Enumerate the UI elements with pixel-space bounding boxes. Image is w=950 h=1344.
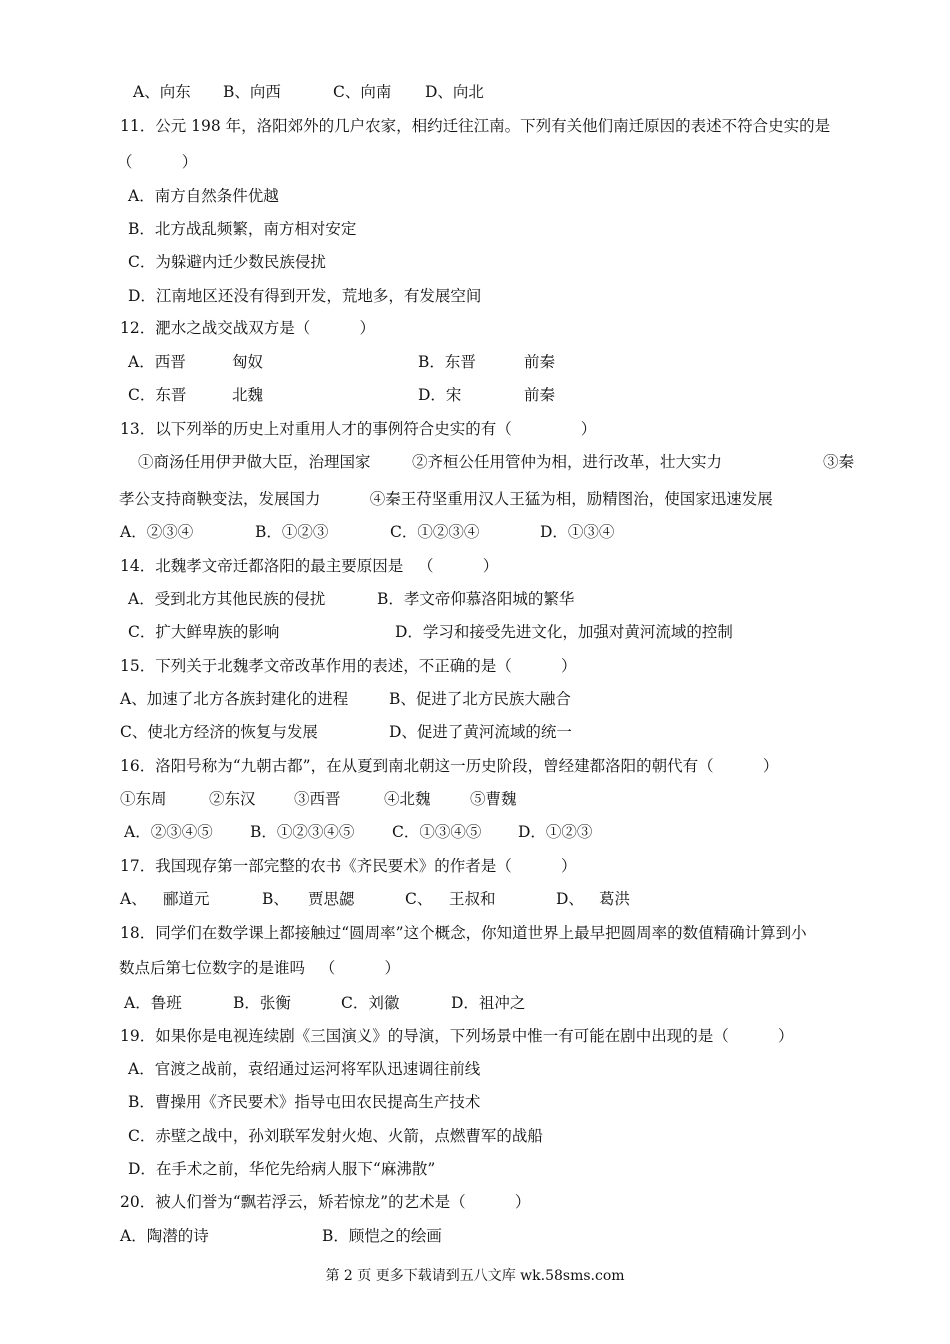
q17-option-a-value: 郦道元 <box>163 890 210 908</box>
q14-option-c: C．扩大鲜卑族的影响 <box>128 623 280 641</box>
q12-options-row-1 <box>0 350 556 374</box>
q16-item-4: ④北魏 <box>384 790 431 808</box>
q12-stem-row <box>0 316 375 340</box>
q16-option-b: B．①②③④⑤ <box>250 823 355 841</box>
q11-option-d: D．江南地区还没有得到开发，荒地多，有发展空间 <box>128 287 482 305</box>
q20-stem: 20．被人们誉为“飘若浮云，矫若惊龙”的艺术是（ ） <box>120 1193 531 1211</box>
q13-items-row-1 <box>0 450 855 474</box>
q15-option-b: B、促进了北方民族大融合 <box>389 690 571 708</box>
q11-blank: （ ） <box>117 153 198 171</box>
q17-option-d-value: 葛洪 <box>599 890 631 908</box>
q16-items-row <box>0 787 517 811</box>
q17-option-a-letter: A、 <box>120 890 147 908</box>
q19-option-a: A．官渡之战前，袁绍通过运河将军队迅速调往前线 <box>128 1060 481 1078</box>
q19-option-c-row <box>0 1124 543 1148</box>
q19-option-b: B．曹操用《齐民要术》指导屯田农民提高生产技术 <box>128 1093 481 1111</box>
q20-option-a: A．陶潜的诗 <box>120 1227 209 1245</box>
q15-options-row-2 <box>0 720 572 744</box>
q19-option-b-row <box>0 1090 481 1114</box>
q15-option-c: C、使北方经济的恢复与发展 <box>120 723 318 741</box>
q11-option-a: A．南方自然条件优越 <box>128 187 279 205</box>
q18-option-b: B．张衡 <box>233 994 291 1012</box>
q13-option-b: B．①②③ <box>255 523 329 541</box>
q11-option-c-row <box>0 250 326 274</box>
q11-option-d-row <box>0 284 482 308</box>
q17-option-d-letter: D、 <box>556 890 584 908</box>
q18-options-row <box>0 991 526 1015</box>
q11-option-c: C．为躲避内迁少数民族侵扰 <box>128 253 326 271</box>
q12-option-d-value: 前秦 <box>524 386 556 404</box>
q12-option-a-letter: A．西晋 <box>128 353 186 371</box>
q12-option-b-letter: B．东晋 <box>418 353 476 371</box>
q12-options-row-2 <box>0 383 556 407</box>
q11-option-b: B．北方战乱频繁，南方相对安定 <box>128 220 357 238</box>
q12-option-c-value: 北魏 <box>232 386 264 404</box>
q15-stem-row <box>0 654 577 678</box>
q16-stem: 16．洛阳号称为“九朝古都”，在从夏到南北朝这一历史阶段，曾经建都洛阳的朝代有（ ） <box>120 757 779 775</box>
q14-option-b: B．孝文帝仰慕洛阳城的繁华 <box>377 590 575 608</box>
page-footer: 第 2 页 更多下载请到五八文库 wk.58sms.com <box>325 1268 625 1284</box>
q10-option-c: C、向南 <box>333 83 392 101</box>
q18-option-d: D．祖冲之 <box>451 994 526 1012</box>
q20-option-b: B．顾恺之的绘画 <box>322 1227 442 1245</box>
q20-options-row <box>0 1224 442 1248</box>
q16-item-2: ②东汉 <box>209 790 256 808</box>
q18-stem: 18．同学们在数学课上都接触过“圆周率”这个概念，你知道世界上最早把圆周率的数值精确计算到小 <box>120 924 807 942</box>
q15-option-a: A、加速了北方各族封建化的进程 <box>120 690 349 708</box>
q17-stem: 17．我国现存第一部完整的农书《齐民要术》的作者是（ ） <box>120 857 577 875</box>
q19-option-a-row <box>0 1057 481 1081</box>
q10-options-row <box>0 80 484 104</box>
q20-stem-row <box>0 1190 531 1214</box>
q16-option-c: C．①③④⑤ <box>392 823 482 841</box>
q12-stem: 12．淝水之战交战双方是（ ） <box>120 319 375 337</box>
q14-option-d: D．学习和接受先进文化，加强对黄河流域的控制 <box>395 623 733 641</box>
q19-option-d-row <box>0 1157 436 1181</box>
q13-stem-row <box>0 417 597 441</box>
q12-option-d-letter: D．宋 <box>418 386 462 404</box>
q13-items-line2: 孝公支持商鞅变法，发展国力 ④秦王苻坚重用汉人王猛为相，励精图治，使国家迅速发展 <box>119 490 773 508</box>
q16-item-1: ①东周 <box>120 790 167 808</box>
q14-stem-row <box>0 554 499 578</box>
q13-options-row <box>0 520 615 544</box>
q18-stem-row-2 <box>0 956 401 980</box>
q10-option-d: D、向北 <box>425 83 484 101</box>
q11-stem-row <box>0 114 831 138</box>
q16-option-d: D．①②③ <box>518 823 593 841</box>
q17-option-b-value: 贾思勰 <box>308 890 355 908</box>
q13-item-3-start: ③秦 <box>823 453 855 471</box>
q16-option-a: A．②③④⑤ <box>124 823 213 841</box>
q19-stem-row <box>0 1024 794 1048</box>
q10-option-a: A、向东 <box>133 83 191 101</box>
q15-stem: 15．下列关于北魏孝文帝改革作用的表述，不正确的是（ ） <box>120 657 577 675</box>
q13-items-row-2 <box>0 487 773 511</box>
q18-stem-2: 数点后第七位数字的是谁吗 （ ） <box>119 959 401 977</box>
q11-stem: 11．公元 198 年，洛阳郊外的几户农家，相约迁往江南。下列有关他们南迁原因的表述不符合史实的是 <box>120 117 831 135</box>
q17-option-c-letter: C、 <box>405 890 433 908</box>
q13-option-d: D．①③④ <box>540 523 615 541</box>
q17-stem-row <box>0 854 577 878</box>
q16-options-row <box>0 820 593 844</box>
q12-option-c-letter: C．东晋 <box>128 386 187 404</box>
q13-item-2: ②齐桓公任用管仲为相，进行改革，壮大实力 <box>412 453 723 471</box>
q18-option-a: A．鲁班 <box>124 994 182 1012</box>
q12-option-b-value: 前秦 <box>524 353 556 371</box>
q12-option-a-value: 匈奴 <box>232 353 264 371</box>
q15-options-row-1 <box>0 687 571 711</box>
q17-option-c-value: 王叔和 <box>449 890 496 908</box>
q13-stem: 13．以下列举的历史上对重用人才的事例符合史实的有（ ） <box>120 420 597 438</box>
q19-option-c: C．赤壁之战中，孙刘联军发射火炮、火箭，点燃曹军的战船 <box>128 1127 543 1145</box>
q16-stem-row <box>0 754 779 778</box>
q17-options-row <box>0 887 631 911</box>
q10-option-b: B、向西 <box>223 83 281 101</box>
q15-option-d: D、促进了黄河流域的统一 <box>389 723 572 741</box>
q17-option-b-letter: B、 <box>262 890 289 908</box>
q16-item-5: ⑤曹魏 <box>470 790 517 808</box>
q16-item-3: ③西晋 <box>294 790 341 808</box>
q14-options-row-1 <box>0 587 575 611</box>
q14-options-row-2 <box>0 620 733 644</box>
q11-option-b-row <box>0 217 357 241</box>
q19-stem: 19．如果你是电视连续剧《三国演义》的导演，下列场景中惟一有可能在剧中出现的是（ ） <box>120 1027 794 1045</box>
q13-item-1: ①商汤任用伊尹做大臣，治理国家 <box>138 453 371 471</box>
q13-option-a: A．②③④ <box>120 523 194 541</box>
q11-option-a-row <box>0 184 279 208</box>
q13-option-c: C．①②③④ <box>390 523 480 541</box>
q11-blank-row <box>0 150 198 174</box>
q18-option-c: C．刘徽 <box>341 994 400 1012</box>
q14-option-a: A．受到北方其他民族的侵扰 <box>128 590 326 608</box>
q19-option-d: D．在手术之前，华佗先给病人服下“麻沸散” <box>128 1160 436 1178</box>
q18-stem-row-1 <box>0 921 807 945</box>
q14-stem: 14．北魏孝文帝迁都洛阳的最主要原因是 （ ） <box>120 557 499 575</box>
